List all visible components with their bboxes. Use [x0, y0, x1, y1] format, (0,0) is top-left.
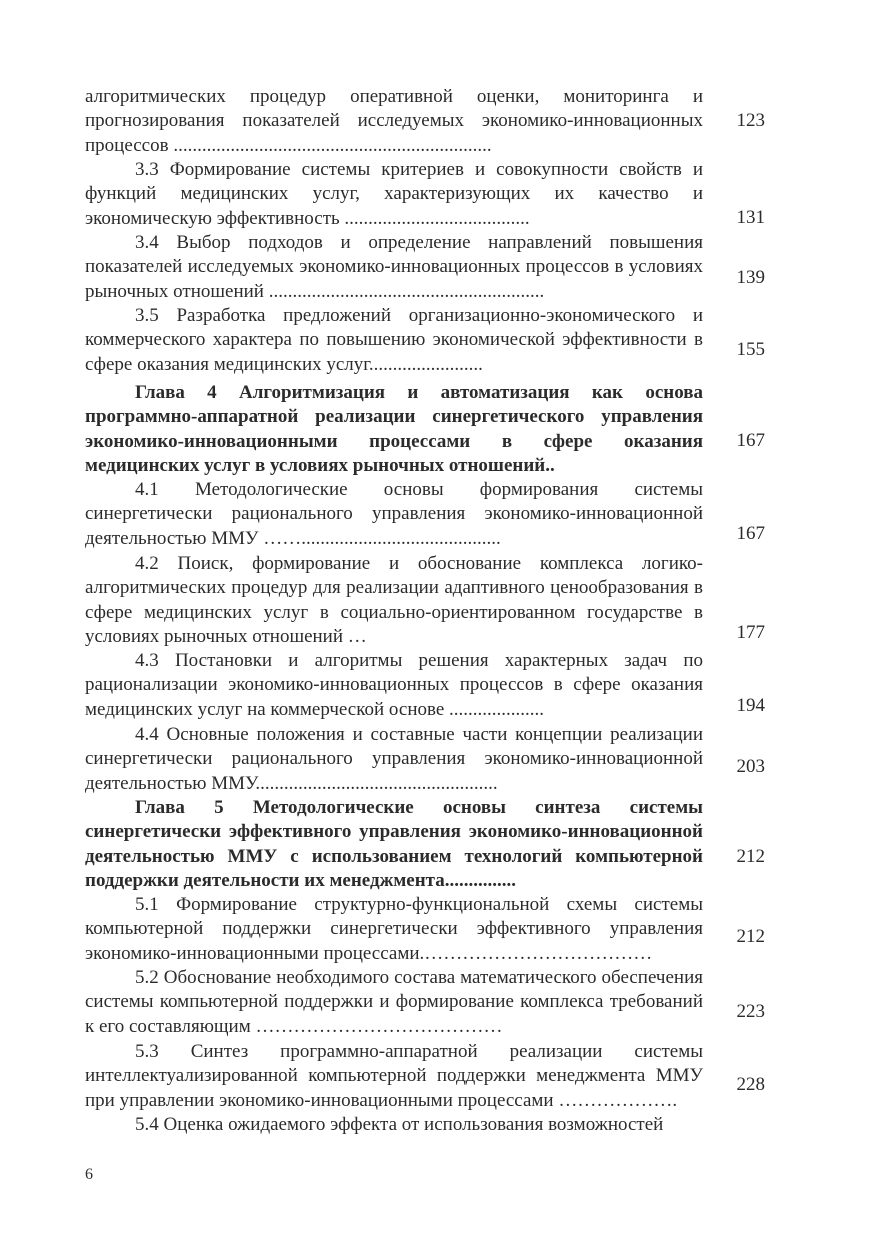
toc-page-number: 212 — [736, 926, 765, 947]
toc-entry-text: 5.4 Оценка ожидаемого эффекта от использования возможностей — [135, 1114, 664, 1135]
toc-page-number: 212 — [736, 846, 765, 867]
toc-page-number: 203 — [736, 756, 765, 777]
page-folio: 6 — [85, 1166, 93, 1183]
toc-entry-text: 4.1 Методологические основы формирования системы синергетически рационального управления экономико-инновационной деятельностью ММУ …….......................................... — [85, 479, 703, 549]
toc-page-number: 194 — [736, 695, 765, 716]
toc-chapter-text: Глава 5 Методологические основы синтеза системы синергетически эффективного управления экономико-инновационной деятельностью ММУ с использованием технологий компьютерной поддержки деятельности их менеджмента............... — [85, 797, 703, 892]
toc-chapter-text: Глава 4 Алгоритмизация и автоматизация как основа программно-аппаратной реализации синергетического управления экономико-инновационными процессами в сфере оказания медицинских услуг в условиях рыночных отношений.. — [85, 382, 703, 477]
toc-entry-text: 5.3 Синтез программно-аппаратной реализации системы интеллектуализированной компьютерной поддержки менеджмента ММУ при управлении экономико-инновационными процессами ………………. — [85, 1041, 703, 1111]
toc-entry-text: 5.1 Формирование структурно-функциональной схемы системы компьютерной поддержки синергетически эффективного управления экономико-инновационными процессами.……………………………… — [85, 894, 703, 964]
toc-page-number: 155 — [736, 339, 765, 360]
toc-entry-text: 3.3 Формирование системы критериев и совокупности свойств и функций медицинских услуг, характеризующих их качество и экономическую эффективность ....................................... — [85, 159, 703, 229]
toc-page-number: 223 — [736, 1001, 765, 1022]
toc-page-number: 123 — [736, 110, 765, 131]
toc-page-number: 177 — [736, 622, 765, 643]
toc-entry-text: 3.4 Выбор подходов и определение направлений повышения показателей исследуемых экономико-инновационных процессов в условиях рыночных отношений .......................................................... — [85, 232, 703, 302]
toc-page-number: 228 — [736, 1074, 765, 1095]
toc-page-number: 139 — [736, 267, 765, 288]
toc-page-number: 131 — [736, 207, 765, 228]
toc-entry-text: 4.2 Поиск, формирование и обоснование комплекса логико-алгоритмических процедур для реализации адаптивного ценообразования в сфере медицинских услуг в социально-ориентированном государстве в условиях рыночных отношений … — [85, 553, 703, 648]
toc-entry-text: 3.5 Разработка предложений организационно-экономического и коммерческого характера по повышению экономической эффективности в сфере оказания медицинских услуг........................ — [85, 305, 703, 375]
toc-entry-text: 4.4 Основные положения и составные части концепции реализации синергетически рационального управления экономико-инновационной деятельностью ММУ................................................... — [85, 724, 703, 794]
toc-entry-text: 4.3 Постановки и алгоритмы решения характерных задач по рационализации экономико-инновационных процессов в сфере оказания медицинских услуг на коммерческой основе .................... — [85, 650, 703, 720]
toc-entry-text: 5.2 Обоснование необходимого состава математического обеспечения системы компьютерной поддержки и формирование комплекса требований к его составляющим ………………………………… — [85, 967, 703, 1037]
toc-entry-text: алгоритмических процедур оперативной оценки, мониторинга и прогнозирования показателей исследуемых экономико-инновационных процессов ................................................................... — [85, 86, 703, 156]
toc-page-number: 167 — [736, 430, 765, 451]
toc-page-number: 167 — [736, 523, 765, 544]
